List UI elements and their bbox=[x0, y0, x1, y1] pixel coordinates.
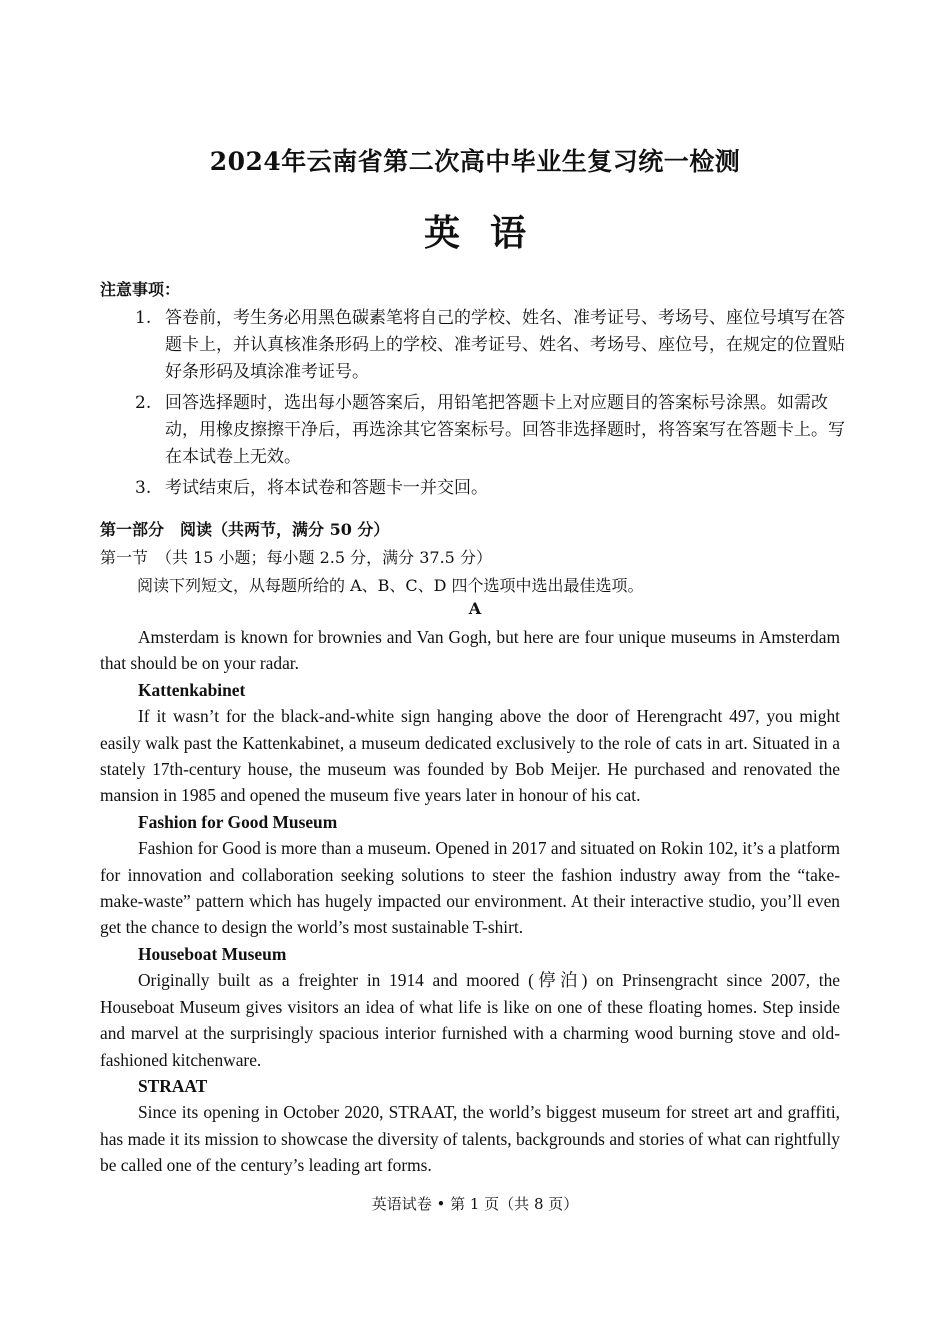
notice-item-number: 2. bbox=[135, 393, 152, 413]
notice-item-text: 回答选择题时，选出每小题答案后，用铅笔把答题卡上对应题目的答案标号涂黑。如需改动，用橡皮擦擦干净后，再选涂其它答案标号。回答非选择题时，将答案写在答题卡上。写在本试卷上无效。 bbox=[165, 393, 845, 467]
passage-intro: Amsterdam is known for brownies and Van Gogh, but here are four unique museums in Amsterdam that should be on your radar. bbox=[100, 627, 840, 674]
museum-heading: Houseboat Museum bbox=[138, 943, 287, 964]
subject-title: 英语 bbox=[423, 212, 556, 254]
notice-item bbox=[135, 305, 855, 386]
passage-label: A bbox=[468, 599, 482, 618]
passage-a bbox=[100, 624, 840, 1179]
notice-item-number: 1. bbox=[135, 308, 152, 328]
notice-item-number: 3. bbox=[135, 478, 152, 498]
museum-heading: Fashion for Good Museum bbox=[138, 811, 338, 832]
museum-description: Fashion for Good is more than a museum. Opened in 2017 and situated on Rokin 102, it’s a platform for innovation and collaboration seeking solutions to steer the fashion industry away from the “take-make-waste” pattern which has hugely impacted our environment. At their interactive studio, you’ll even get the chance to design the world’s most sustainable T-shirt. bbox=[100, 838, 840, 938]
museum-description: Since its opening in October 2020, STRAAT, the world’s biggest museum for street art and graffiti, has made it its mission to showcase the diversity of talents, backgrounds and stories of what can rightfully be called one of the century’s leading art forms. bbox=[100, 1102, 840, 1176]
page-footer: 英语试卷 • 第 1 页（共 8 页） bbox=[371, 1195, 579, 1213]
museum-heading: Kattenkabinet bbox=[138, 679, 246, 700]
museum-description: If it wasn’t for the black-and-white sign hanging above the door of Herengracht 497, you might easily walk past the Kattenkabinet, a museum dedicated exclusively to the role of cats in art. Situated in a stately 17th-century house, the museum was founded by Bob Meijer. He purchased and renovated the mansion in 1985 and opened the museum five years later in honour of his cat. bbox=[100, 706, 840, 806]
museum-description: Originally built as a freighter in 1914 and moored (停泊) on Prinsengracht since 2007, the Houseboat Museum gives visitors an idea of what life is like on one of these floating homes. Step inside and marvel at the surprisingly spacious interior furnished with a charming wood burning stove and old-fashioned kitchenware. bbox=[100, 970, 840, 1070]
part-heading: 第一部分 阅读（共两节，满分 50 分） bbox=[100, 520, 390, 539]
notice-item-text: 考试结束后，将本试卷和答题卡一并交回。 bbox=[165, 478, 488, 498]
museum-heading: STRAAT bbox=[138, 1075, 208, 1096]
notice-list bbox=[135, 305, 855, 506]
notice-item bbox=[135, 390, 855, 471]
section-heading: 第一节 （共 15 小题；每小题 2.5 分，满分 37.5 分） bbox=[100, 548, 492, 567]
notice-item bbox=[135, 475, 855, 502]
notice-heading: 注意事项： bbox=[100, 280, 181, 299]
reading-instruction: 阅读下列短文，从每题所给的 A、B、C、D 四个选项中选出最佳选项。 bbox=[137, 576, 644, 595]
exam-title: 2024年云南省第二次高中毕业生复习统一检测 bbox=[209, 147, 741, 176]
notice-item-text: 答卷前，考生务必用黑色碳素笔将自己的学校、姓名、准考证号、考场号、座位号填写在答题卡上，并认真核准条形码上的学校、准考证号、姓名、考场号、座位号，在规定的位置贴好条形码及填涂准考证号。 bbox=[165, 308, 845, 382]
